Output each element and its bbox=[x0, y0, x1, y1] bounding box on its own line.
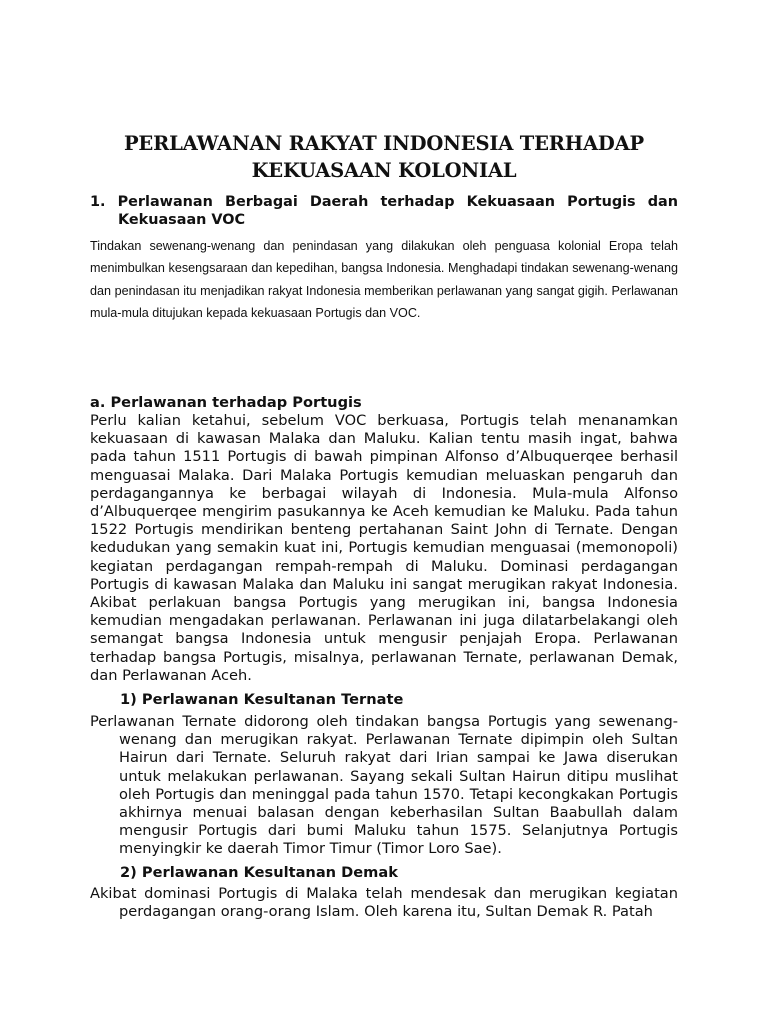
document-page bbox=[90, 0, 678, 1024]
document-title: PERLAWANAN RAKYAT INDONESIA TERHADAP KEKUASAAN KOLONIAL bbox=[123, 132, 645, 182]
section-1-paragraph: Tindakan sewenang-wenang dan penindasan yang dilakukan oleh penguasa kolonial Eropa telah menimbulkan kesengsaraan dan kepedihan, bangsa Indonesia. Menghadapi tindakan sewenang-wenang dan penindasan itu menjadikan rakyat Indonesia memberikan perlawanan yang sangat gigih. Perlawanan mula-mula ditujukan kepada kekuasaan Portugis dan VOC. bbox=[90, 239, 678, 320]
subsection-1-heading: 1) Perlawanan Kesultanan Ternate bbox=[120, 691, 404, 708]
section-a-heading: a. Perlawanan terhadap Portugis bbox=[90, 394, 362, 411]
section-a-paragraph: Perlu kalian ketahui, sebelum VOC berkuasa, Portugis telah menanamkan kekuasaan di kawasan Malaka dan Maluku. Kalian tentu masih ingat, bahwa pada tahun 1511 Portugis di bawah pimpinan Alfonso d’Albuquerqee berhasil menguasai Malaka. Dari Malaka Portugis kemudian meluaskan pengaruh dan perdagangannya ke berbagai wilayah di Indonesia. Mula-mula Alfonso d’Albuquerqee mengirim pasukannya ke Aceh kemudian ke Maluku. Pada tahun 1522 Portugis mendirikan benteng pertahanan Saint John di Ternate. Dengan kedudukan yang semakin kuat ini, Portugis kemudian menguasai (memonopoli) kegiatan perdagangan rempah-rempah di Maluku. Dominasi perdagangan Portugis di kawasan Malaka dan Maluku ini sangat merugikan rakyat Indonesia. Akibat perlakuan bangsa Portugis yang merugikan ini, bangsa Indonesia kemudian mengadakan perlawanan. Perlawanan ini juga dilatarbelakangi oleh semangat bangsa Indonesia untuk mengusir penjajah Eropa. Perlawanan terhadap bangsa Portugis, misalnya, perlawanan Ternate, perlawanan Demak, dan Perlawanan Aceh. bbox=[90, 412, 678, 684]
section-1-heading: 1. Perlawanan Berbagai Daerah terhadap Kekuasaan Portugis dan Kekuasaan VOC bbox=[90, 194, 678, 228]
subsection-2-paragraph: Akibat dominasi Portugis di Malaka telah mendesak dan merugikan kegiatan perdagangan orang-orang Islam. Oleh karena itu, Sultan Demak R. Patah bbox=[90, 885, 678, 921]
subsection-1-paragraph: Perlawanan Ternate didorong oleh tindakan bangsa Portugis yang sewenang-wenang dan merugikan rakyat. Perlawanan Ternate dipimpin oleh Sultan Hairun dari Ternate. Seluruh rakyat dari Irian sampai ke Jawa diserukan untuk melakukan perlawanan. Sayang sekali Sultan Hairun ditipu muslihat oleh Portugis dan meninggal pada tahun 1570. Tetapi kecongkakan Portugis akhirnya menuai balasan dengan keberhasilan Sultan Baabullah dalam mengusir Portugis dari bumi Maluku tahun 1575. Selanjutnya Portugis menyingkir ke daerah Timor Timur (Timor Loro Sae). bbox=[90, 713, 678, 858]
subsection-2-heading: 2) Perlawanan Kesultanan Demak bbox=[120, 864, 398, 881]
